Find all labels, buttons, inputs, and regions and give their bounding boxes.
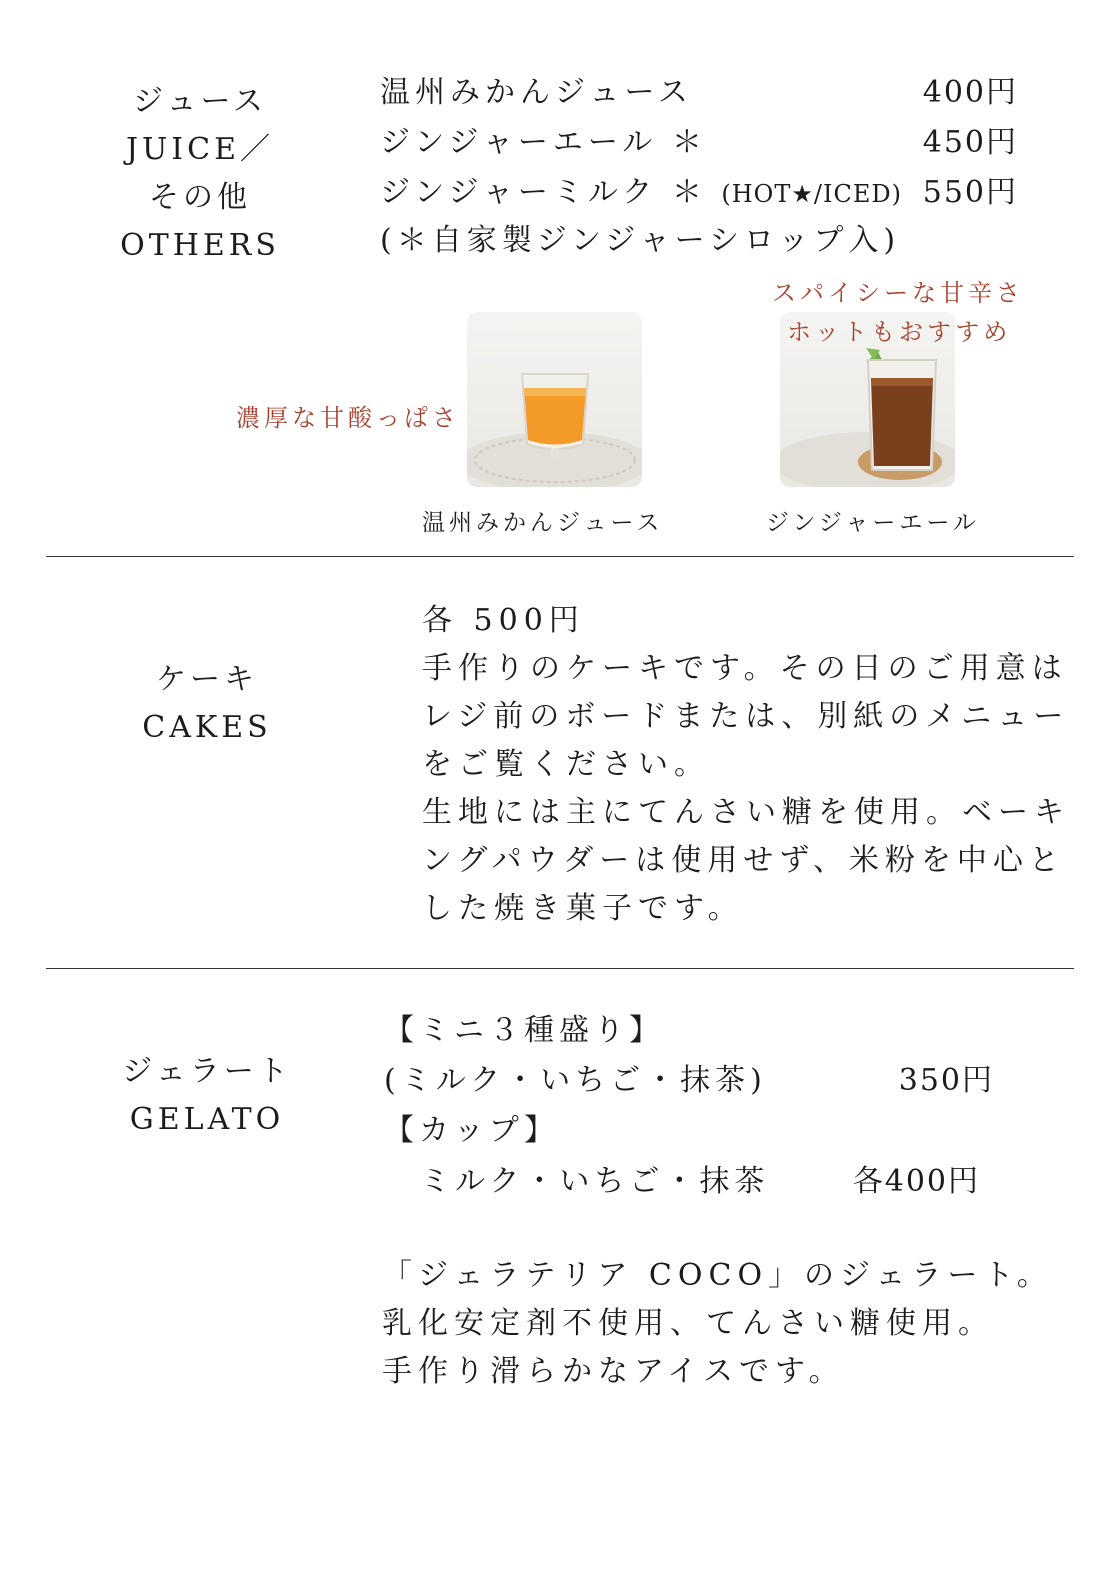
mikan-juice-caption: 温州みかんジュース xyxy=(422,510,664,536)
cakes-price: 各 500円 xyxy=(422,603,585,638)
cakes-category-en: CAKES xyxy=(142,710,272,745)
juice-category-label xyxy=(100,78,300,270)
description-line: 手作りのケーキです。その日のご用意は xyxy=(422,651,1068,686)
gelato-category-jp: ジェラート xyxy=(122,1054,292,1089)
gelato-description xyxy=(382,1252,1053,1396)
description-line: した焼き菓子です。 xyxy=(422,891,744,926)
section-divider xyxy=(46,556,1074,557)
cakes-category-jp: ケーキ xyxy=(156,662,258,697)
description-line: 「ジェラテリア COCO」のジェラート。 xyxy=(382,1258,1053,1293)
description-line: をご覧ください。 xyxy=(422,747,710,782)
others-category-jp: その他 xyxy=(149,180,251,215)
mikan-juice-photo xyxy=(467,312,642,487)
menu-item-ginger-ale xyxy=(380,118,707,168)
cakes-description xyxy=(422,645,1070,933)
cakes-category-label xyxy=(107,656,307,752)
gelato-mini-heading: 【ミニ３種盛り】 xyxy=(384,1013,664,1048)
description-line: ングパウダーは使用せず、米粉を中心と xyxy=(422,843,1065,878)
others-category-en: OTHERS xyxy=(120,228,280,263)
mikan-tagline: 濃厚な甘酸っぱさ xyxy=(236,404,460,432)
item-name: 温州みかんジュース xyxy=(380,75,693,110)
item-price: 450円 xyxy=(922,125,1018,160)
description-line: 手作り滑らかなアイスです。 xyxy=(382,1354,845,1389)
item-name: ジンジャーエール ＊ xyxy=(380,125,707,160)
gelato-mini-price: 350円 xyxy=(898,1063,994,1098)
item-note: (HOT★/ICED) xyxy=(721,180,902,208)
gelato-category-label xyxy=(107,1048,307,1144)
description-line: レジ前のボードまたは、別紙のメニュー xyxy=(422,699,1070,734)
ginger-syrup-footnote: (＊自家製ジンジャーシロップ入) xyxy=(380,223,901,258)
ginger-ale-caption: ジンジャーエール xyxy=(766,510,980,536)
gelato-cup-heading: 【カップ】 xyxy=(384,1113,559,1148)
gelato-mini-flavors: (ミルク・いちご・抹茶) xyxy=(384,1063,767,1098)
description-line: 乳化安定剤不使用、てんさい糖使用。 xyxy=(382,1306,994,1341)
juice-category-en: JUICE／ xyxy=(125,132,274,167)
item-name: ジンジャーミルク ＊ xyxy=(380,175,707,210)
gelato-category-en: GELATO xyxy=(129,1102,285,1137)
section-divider xyxy=(46,968,1074,969)
ginger-tagline-1: スパイシーな甘辛さ xyxy=(772,279,1024,307)
ginger-tagline-2: ホットもおすすめ xyxy=(787,318,1012,346)
juice-category-jp: ジュース xyxy=(133,84,267,119)
menu-item-ginger-milk xyxy=(380,168,902,219)
item-price: 400円 xyxy=(922,75,1018,110)
menu-item-mikan-juice xyxy=(380,68,693,118)
gelato-cup-price: 各400円 xyxy=(852,1164,980,1199)
gelato-cup-flavors: ミルク・いちご・抹茶 xyxy=(420,1164,770,1199)
description-line: 生地には主にてんさい糖を使用。ベーキ xyxy=(422,795,1070,830)
item-price: 550円 xyxy=(922,175,1018,210)
